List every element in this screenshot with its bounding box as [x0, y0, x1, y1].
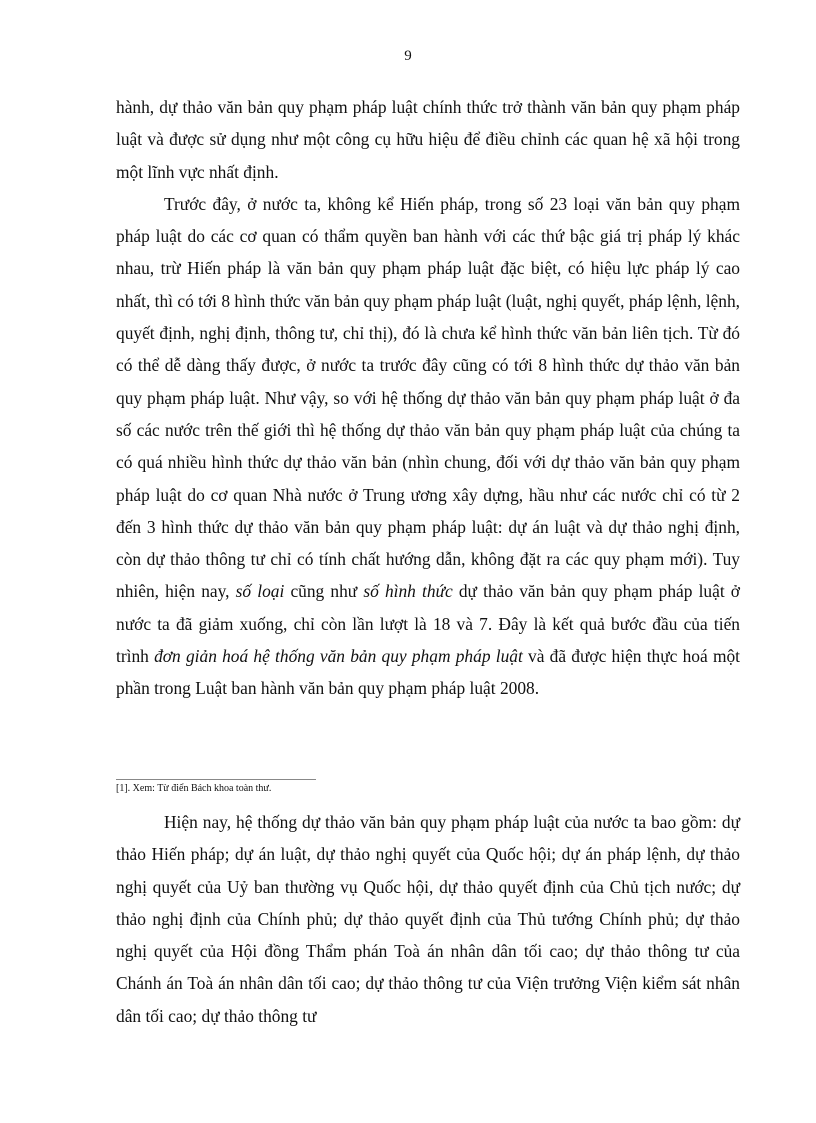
- footnote: [1]. Xem: Từ điển Bách khoa toàn thư.: [116, 783, 272, 794]
- paragraph-history-text-c: dự thảo văn bản quy phạm pháp luật ở nước ta đã giảm xuống, chỉ còn lần lượt là 18 và 7. Đây là kết quả bước đầu của tiến trình: [116, 581, 741, 667]
- body-text-bottom: [116, 806, 740, 1032]
- paragraph-history-text-d: và đã được hiện thực hoá một phần trong Luật ban hành văn bản quy phạm pháp luật 2008.: [116, 646, 740, 699]
- paragraph-history: [116, 188, 740, 705]
- footnote-separator: [116, 779, 316, 780]
- paragraph-system: Hiện nay, hệ thống dự thảo văn bản quy phạm pháp luật của nước ta bao gồm: dự thảo Hiến pháp; dự án luật, dự thảo nghị quyết của Quốc hội; dự án pháp lệnh, dự thảo nghị quyết của Uỷ ban thường vụ Quốc hội, dự thảo quyết định của Chủ tịch nước; dự thảo nghị định của Chính phủ; dự thảo quyết định của Thủ tướng Chính phủ; dự thảo nghị quyết của Hội đồng Thẩm phán Toà án nhân dân tối cao; dự thảo thông tư của Chánh án Toà án nhân dân tối cao; dự thảo thông tư của Viện trưởng Viện kiểm sát nhân dân tối cao; dự thảo thông tư: [116, 812, 740, 1026]
- paragraph-history-text-b: cũng như: [284, 581, 364, 602]
- paragraph-history-text-a: Trước đây, ở nước ta, không kể Hiến pháp, trong số 23 loại văn bản quy phạm pháp luật do các cơ quan có thẩm quyền ban hành với các thứ bậc giá trị pháp lý khác nhau, trừ Hiến pháp là văn bản quy phạm pháp luật đặc biệt, có hiệu lực pháp lý cao nhất, thì có tới 8 hình thức văn bản quy phạm pháp luật (luật, nghị quyết, pháp lệnh, lệnh, quyết định, nghị định, thông tư, chỉ thị), đó là chưa kể hình thức văn bản liên tịch. Từ đó có thể dễ dàng thấy được, ở nước ta trước đây cũng có tới 8 hình thức dự thảo văn bản quy phạm pháp luật. Như vậy, so với hệ thống dự thảo văn bản quy phạm pháp luật ở đa số các nước trên thế giới thì hệ thống dự thảo văn bản quy phạm pháp luật của chúng ta có quá nhiều hình thức dự thảo văn bản (nhìn chung, đối với dự thảo văn bản quy phạm pháp luật do cơ quan Nhà nước ở Trung ương xây dựng, hầu như các nước chỉ có từ 2 đến 3 hình thức dự thảo văn bản quy phạm pháp luật: dự án luật và dự thảo nghị định, còn dự thảo thông tư chỉ có tính chất hướng dẫn, không đặt ra các quy phạm mới). Tuy nhiên, hiện nay,: [116, 193, 740, 602]
- paragraph-continuation: hành, dự thảo văn bản quy phạm pháp luật chính thức trở thành văn bản quy phạm pháp luật và được sử dụng như một công cụ hữu hiệu để điều chỉnh các quan hệ xã hội trong một lĩnh vực nhất định.: [116, 97, 740, 182]
- page-number: 9: [404, 48, 412, 64]
- emphasis-so-loai: số loại: [235, 581, 285, 602]
- emphasis-don-gian-hoa: đơn giản hoá hệ thống văn bản quy phạm pháp luật: [154, 646, 523, 667]
- body-text-top: [116, 91, 740, 705]
- emphasis-so-hinh-thuc: số hình thức: [363, 581, 453, 602]
